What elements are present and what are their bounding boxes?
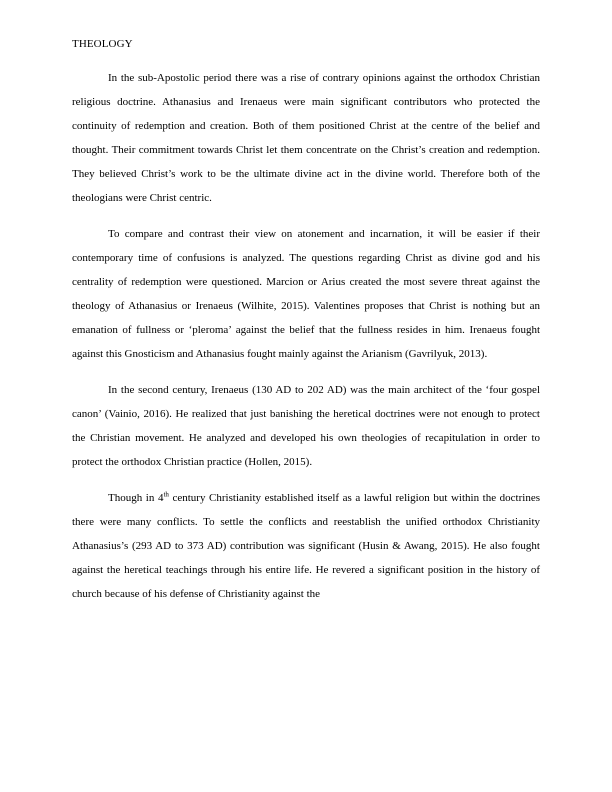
paragraph-4-rest: century Christianity established itself as a lawful religion but within the doctrines there were many conflicts. To settle the conflicts and reestablish the unified orthodox Christianity Athanasius’s (293 AD to 373 AD) contribution was significant (Husin & Awang, 2015). He also fought against the heretical teachings through his entire life. He revered a significant position in the history of church because of his defense of Christianity against the bbox=[72, 492, 540, 600]
paragraph-4-lead: Though in 4 bbox=[108, 492, 164, 504]
paragraph-4 bbox=[72, 486, 540, 606]
paragraph-2: To compare and contrast their view on atonement and incarnation, it will be easier if their contemporary time of confusions is analyzed. The questions regarding Christ as divine god and his centrality of redemption were questioned. Marcion or Arius created the most severe threat against the theology of Athanasius or Irenaeus (Wilhite, 2015). Valentines proposes that Christ is nothing but an emanation of fullness or ‘pleroma’ against the belief that the fullness resides in him. Irenaeus fought against this Gnosticism and Athanasius fought mainly against the Arianism (Gavrilyuk, 2013). bbox=[72, 228, 540, 360]
paragraph-3: In the second century, Irenaeus (130 AD to 202 AD) was the main architect of the ‘four gospel canon’ (Vainio, 2016). He realized that just banishing the heretical doctrines were not enough to protect the Christian movement. He analyzed and developed his own theologies of recapitulation in order to protect the orthodox Christian practice (Hollen, 2015). bbox=[72, 384, 540, 468]
running-header: THEOLOGY bbox=[72, 38, 133, 50]
ordinal-superscript: th bbox=[163, 490, 169, 499]
document-body bbox=[72, 66, 540, 618]
paragraph-1: In the sub-Apostolic period there was a rise of contrary opinions against the orthodox Christian religious doctrine. Athanasius and Irenaeus were main significant contributors who protected the continuity of redemption and creation. Both of them positioned Christ at the centre of the belief and thought. Their commitment towards Christ let them concentrate on the Christ’s creation and redemption. They believed Christ’s work to be the ultimate divine act in the divine world. Therefore both of the theologians were Christ centric. bbox=[72, 72, 540, 204]
